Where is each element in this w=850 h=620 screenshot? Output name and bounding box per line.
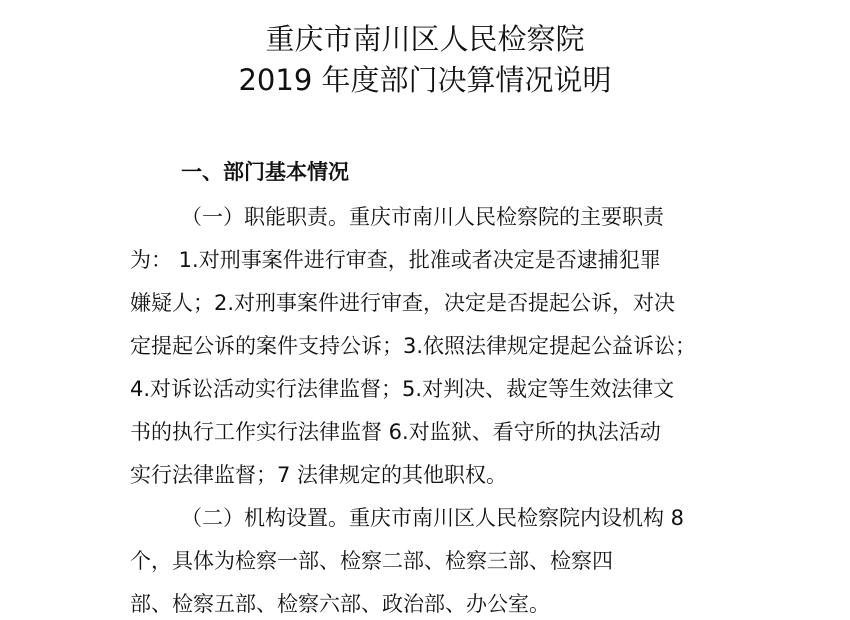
paragraph-line: 4.对诉讼活动实行法律监督；5.对判决、裁定等生效法律文	[130, 377, 675, 401]
document-title-line2: 2019 年度部门决算情况说明	[238, 63, 612, 97]
paragraph-line: 定提起公诉的案件支持公诉；3.依照法律规定提起公益诉讼；	[130, 334, 697, 358]
document-title-line1: 重庆市南川区人民检察院	[265, 22, 585, 56]
paragraph-line: （二）机构设置。重庆市南川区人民检察院内设机构 8	[181, 506, 685, 530]
paragraph-line: 个，具体为检察一部、检察二部、检察三部、检察四	[130, 549, 613, 573]
paragraph-line: 部、检察五部、检察六部、政治部、办公室。	[130, 592, 550, 616]
section-heading-basic-info: 一、部门基本情况	[181, 160, 349, 184]
paragraph-line: 为： 1.对刑事案件进行审查，批准或者决定是否逮捕犯罪	[130, 248, 661, 272]
paragraph-line: （一）职能职责。重庆市南川人民检察院的主要职责	[181, 205, 664, 229]
paragraph-line: 嫌疑人；2.对刑事案件进行审查，决定是否提起公诉，对决	[130, 291, 676, 315]
paragraph-line: 书的执行工作实行法律监督 6.对监狱、看守所的执法活动	[130, 420, 661, 444]
paragraph-line: 实行法律监督；7 法律规定的其他职权。	[130, 463, 508, 487]
